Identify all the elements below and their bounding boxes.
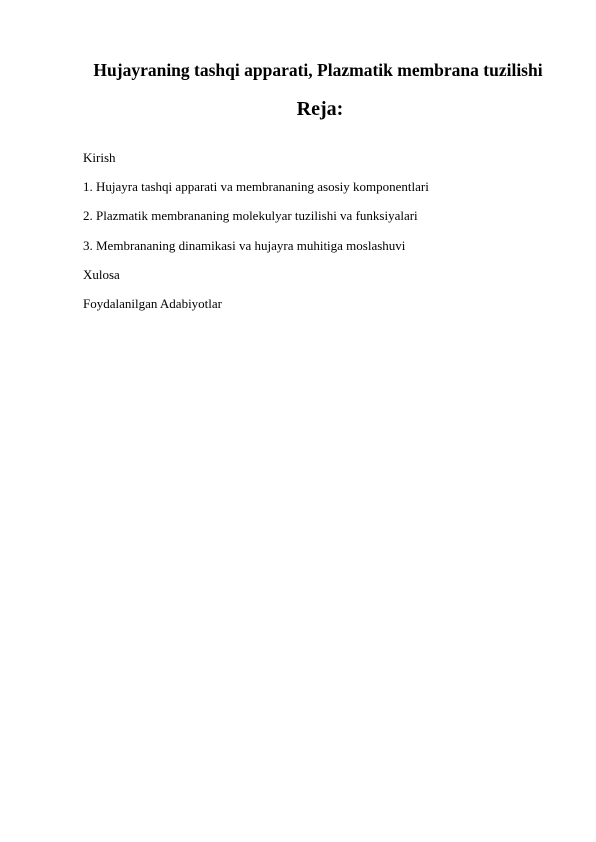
plan-heading: Reja: (296, 98, 344, 120)
table-of-contents (83, 150, 429, 325)
toc-item-section-2: 2. Plazmatik membrananing molekulyar tuzilishi va funksiyalari (83, 208, 418, 224)
document-title: Hujayraning tashqi apparati, Plazmatik membrana tuzilishi (93, 60, 543, 80)
toc-item-section-3: 3. Membrananing dinamikasi va hujayra muhitiga moslashuvi (83, 237, 406, 253)
toc-item-section-1: 1. Hujayra tashqi apparati va membrananing asosiy komponentlari (83, 179, 429, 195)
toc-item-references: Foydalanilgan Adabiyotlar (83, 295, 223, 311)
toc-item-conclusion: Xulosa (83, 266, 120, 282)
toc-item-introduction: Kirish (83, 150, 116, 165)
